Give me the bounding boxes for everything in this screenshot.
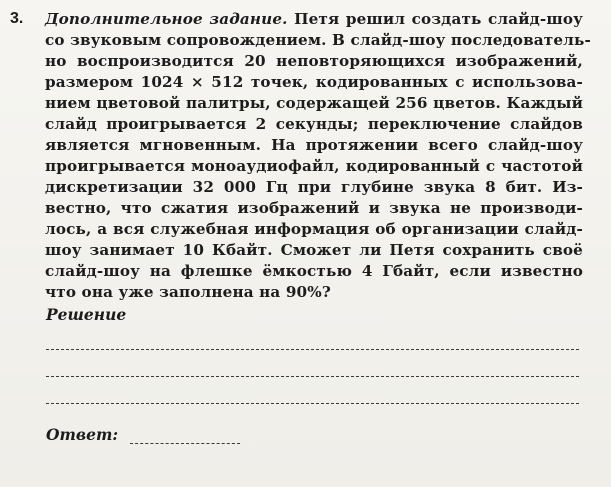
task-line xyxy=(45,9,583,30)
task-line: размером 1024 × 512 точек, кодированных с использова- xyxy=(45,73,583,91)
task-label: Дополнительное задание. xyxy=(45,10,288,28)
solution-line-1[interactable] xyxy=(46,349,579,350)
task-text xyxy=(45,9,595,303)
task-line: слайд-шоу на флешке ёмкостью 4 Гбайт, если известно xyxy=(45,262,583,280)
task-line: вестно, что сжатия изображений и звука не производи- xyxy=(45,199,583,217)
solution-line-3[interactable] xyxy=(46,403,579,404)
task-line: проигрывается моноаудиофайл, кодированный с частотой xyxy=(45,157,583,175)
task-line: что она уже заполнена на 90%? xyxy=(45,283,331,301)
task-line: является мгновенным. На протяжении всего слайд-шоу xyxy=(45,136,583,154)
task-line: шоу занимает 10 Кбайт. Сможет ли Петя сохранить своё xyxy=(45,241,583,259)
task-number: 3. xyxy=(10,10,24,27)
answer-label: Ответ: xyxy=(46,425,119,444)
task-line: со звуковым сопровождением. В слайд-шоу последователь- xyxy=(45,31,591,49)
answer-row xyxy=(46,425,240,444)
answer-field[interactable] xyxy=(130,443,240,444)
solution-line-2[interactable] xyxy=(46,376,579,377)
task-line: но воспроизводится 20 неповторяющихся изображений, xyxy=(45,52,583,70)
task-line: дискретизации 32 000 Гц при глубине звука 8 бит. Из- xyxy=(45,178,583,196)
solution-label: Решение xyxy=(46,305,127,324)
task-line: лось, а вся служебная информация об организации слайд- xyxy=(45,220,583,238)
task-line: нием цветовой палитры, содержащей 256 цветов. Каждый xyxy=(45,94,583,112)
task-line: слайд проигрывается 2 секунды; переключение слайдов xyxy=(45,115,583,133)
task-line-text: Петя решил создать слайд-шоу xyxy=(287,10,583,28)
